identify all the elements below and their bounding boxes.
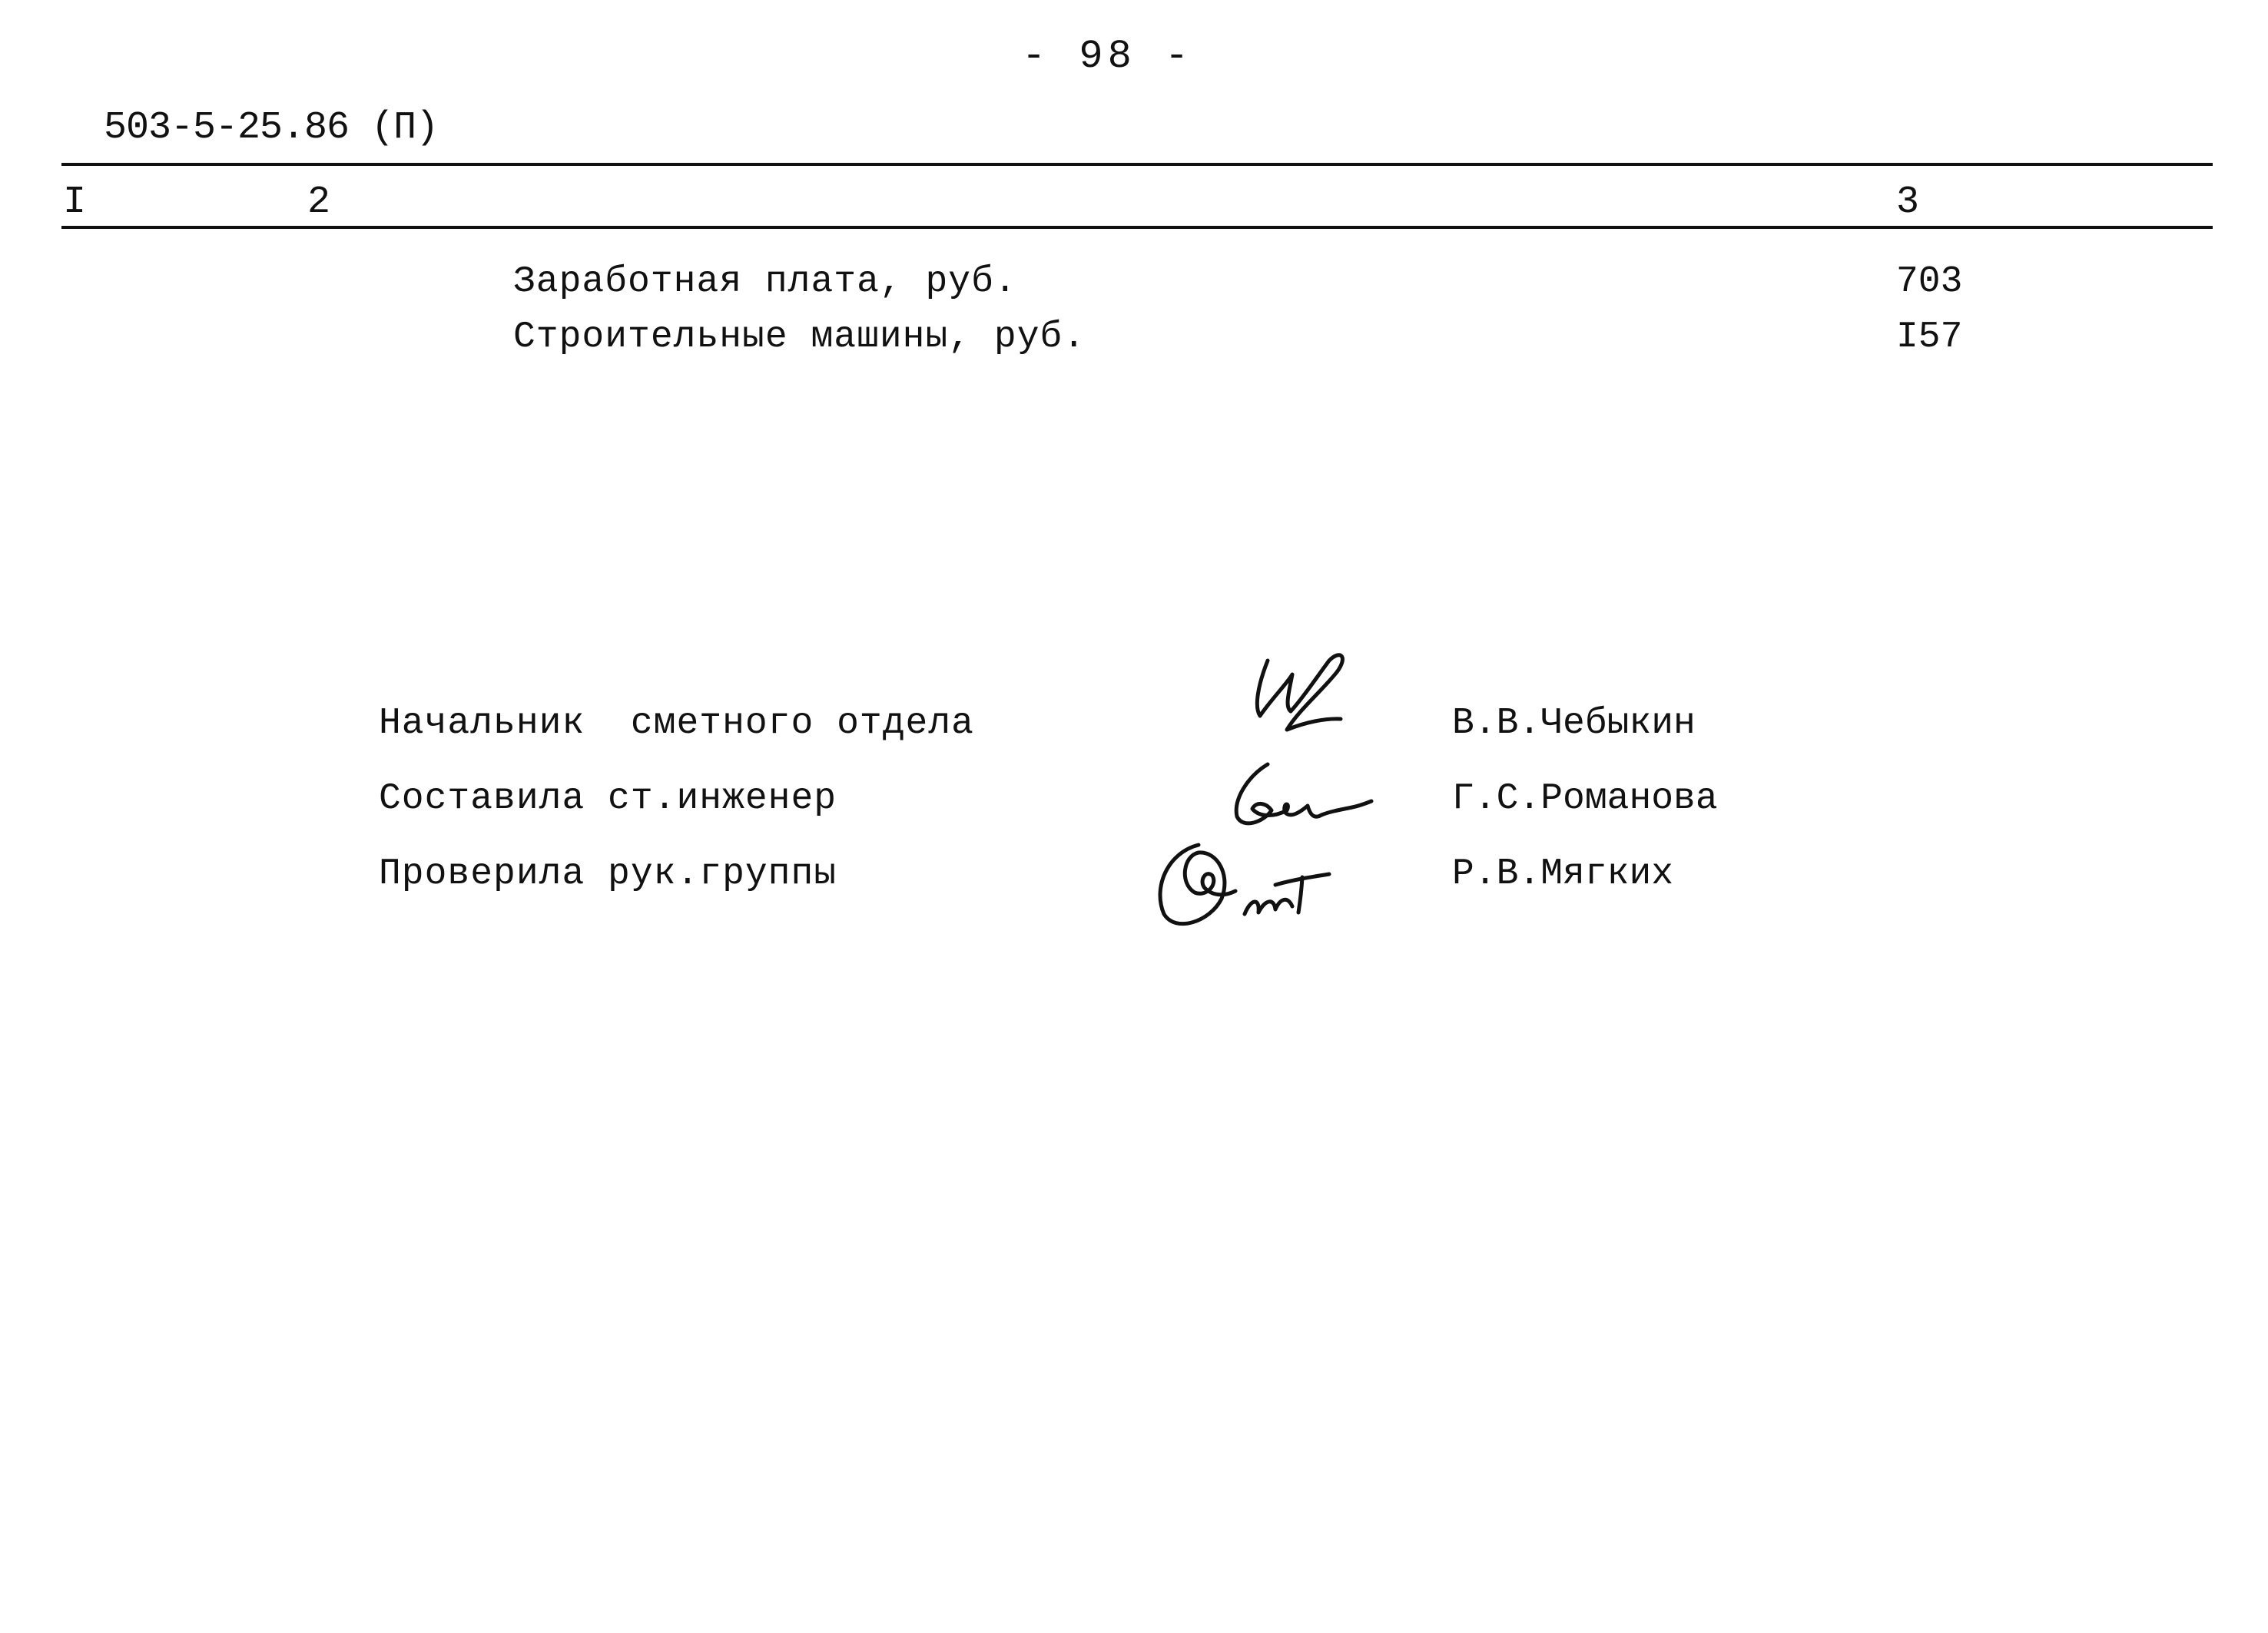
handwritten-signature-1	[1245, 645, 1375, 745]
column-header-1: I	[63, 181, 87, 224]
signature-role-compiler: Составила ст.инженер	[379, 778, 837, 820]
column-header-2: 2	[307, 181, 331, 224]
page-number: - 98 -	[1022, 34, 1194, 79]
column-header-3: 3	[1896, 181, 1920, 224]
signature-name-head: В.В.Чебыкин	[1452, 703, 1696, 744]
signature-role-head: Начальник сметного отдела	[379, 703, 974, 744]
signature-role-checker: Проверила рук.группы	[379, 853, 837, 895]
row-label-wages: Заработная плата, руб.	[513, 261, 1017, 303]
row-label-machines: Строительные машины, руб.	[513, 316, 1086, 358]
handwritten-signature-3	[1145, 830, 1345, 937]
row-value-machines: I57	[1896, 316, 1963, 358]
table-top-rule	[61, 163, 2213, 166]
document-code: 503-5-25.86 (П)	[104, 106, 439, 150]
row-value-wages: 703	[1896, 261, 1963, 303]
signature-name-checker: Р.В.Мягких	[1452, 853, 1674, 895]
signature-name-compiler: Г.С.Романова	[1452, 778, 1718, 820]
table-header-rule	[61, 226, 2213, 229]
